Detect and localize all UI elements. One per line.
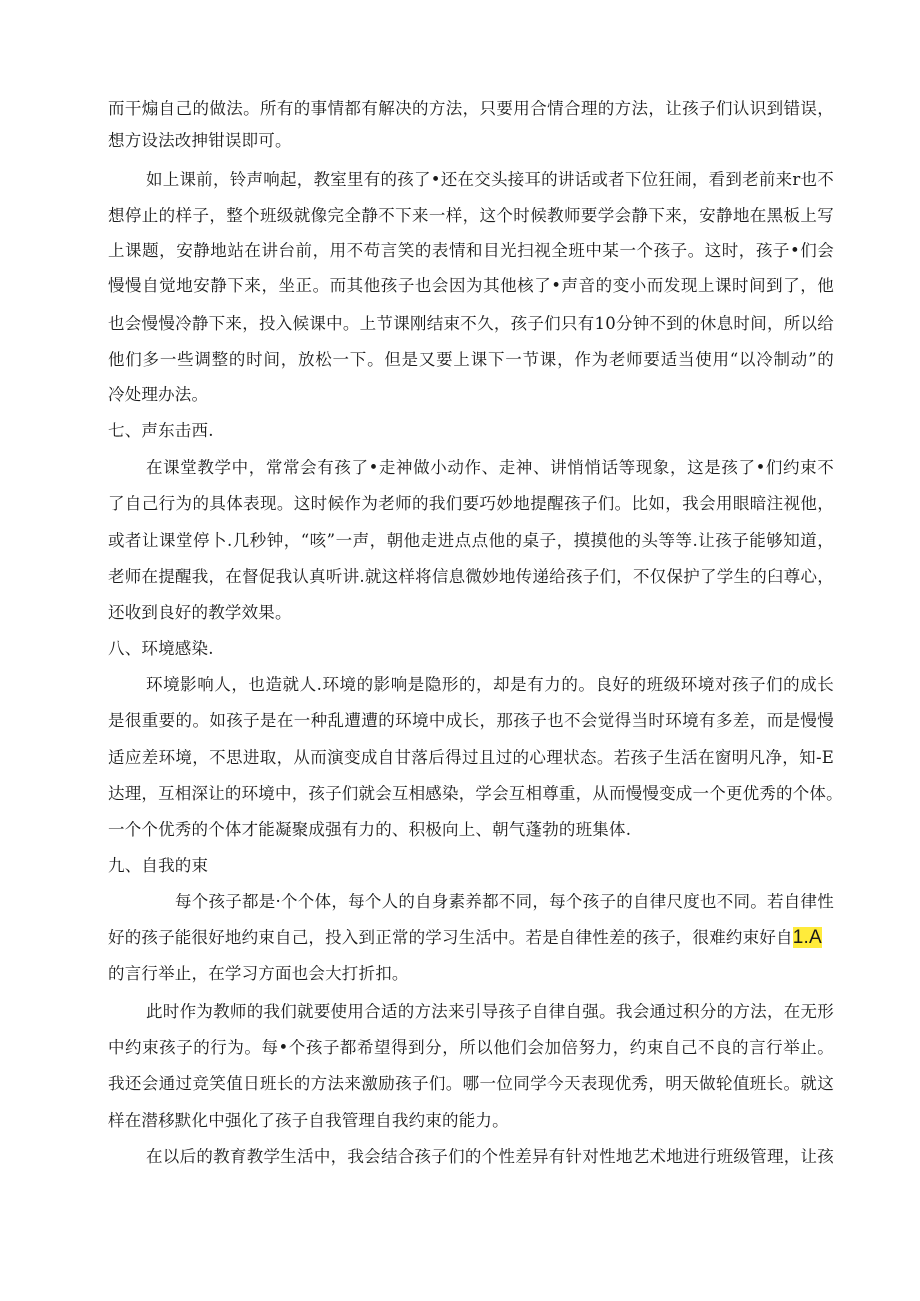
body-text-line: 想方设法改抻钳误即可。: [108, 131, 292, 150]
section-heading: 八、环境感染.: [108, 639, 214, 658]
body-text-line: 也会慢慢冷静下来，投入候课中。上节课刚结束不久，孩子们只有10分钟不到的休息时间，所以给: [108, 314, 834, 333]
section-heading: 九、自我的束: [108, 856, 209, 875]
body-text-line: 或者让课堂停卜.几秒钟，“咳”一声，朝他走进点点他的桌子，摸摸他的头等等.让孩子能够知道，: [108, 531, 834, 550]
body-text-line: 老师在提醒我，在督促我认真听讲.就这样将信息微妙地传递给孩子们，不仅保护了学生的臼尊心，: [108, 567, 834, 586]
paragraph-first-line: 在课堂教学中，常常会有孩了•走神做小动作、走神、讲悄悄话等现象，这是孩了•们约束不: [146, 458, 834, 477]
body-text-line: 他们多一些调整的时间，放松一下。但是又要上课下一节课，作为老师要适当使用“以冷制动”的: [108, 350, 834, 369]
body-text-line: 中约束孩子的行为。每•个孩子都希望得到分，所以他们会加倍努力，约束自己不良的言行举止。: [108, 1038, 834, 1057]
body-text-line: 的言行举止，在学习方面也会大打折扣。: [108, 964, 409, 983]
body-text-line: 达理，互相深让的环境中，孩子们就会互相感染，学会互相尊重，从而慢慢变成一个更优秀的个体。: [108, 784, 843, 803]
highlighted-text: 1.A: [792, 927, 822, 948]
section-heading: 七、声东击西.: [108, 421, 214, 440]
body-text-line: 慢慢自觉地安静下来，坐正。而其他孩子也会因为其他核了•声音的变小而发现上课时间到了，他: [108, 276, 834, 295]
paragraph-first-line: 环境影响人，也造就人.环境的影响是隐形的，却是有力的。良好的班级环境对孩子们的成长: [146, 675, 834, 694]
body-text-line: 一个个优秀的个体才能凝聚成强有力的、积极向上、朝气蓬勃的班集体.: [108, 820, 632, 839]
body-text-line: 了自己行为的具体表现。这时候作为老师的我们要巧妙地提醒孩子们。比如，我会用眼暗注视他，: [108, 494, 834, 513]
body-text-line: [108, 927, 822, 949]
body-text-line: 冷处理办法。: [108, 385, 209, 404]
paragraph-first-line: 在以后的教育教学生活中，我会结合孩子们的个性差异有针对性地艺术地进行班级管理，让孩: [146, 1147, 834, 1166]
body-text-line: 而干煽自己的做法。所有的事情都有解决的方法，只要用合情合理的方法，让孩子们认识到错误，: [108, 99, 834, 118]
body-text-segment: 好的孩子能很好地约束自己，投入到正常的学习生活中。若是自律性差的孩子，很难约束好自: [108, 928, 793, 947]
body-text-line: 还收到良好的教学效果。: [108, 603, 292, 622]
body-text-line: 是很重要的。如孩子是在一种乱遭遭的环境中成长，那孩子也不会觉得当时环境有多差，而是慢慢: [108, 711, 834, 730]
paragraph-first-line: 此时作为教师的我们就要使用合适的方法来引导孩子自律自强。我会通过积分的方法，在无形: [146, 1002, 834, 1021]
body-text-line: 适应差环境，不思进取，从而演变成自甘落后得过且过的心理状态。若孩子生活在窗明凡净，知-E: [108, 748, 834, 767]
body-text-line: 上课题，安静地站在讲台前，用不苟言笑的表情和目光扫视全班中某一个孩子。这时，孩子•们会: [108, 241, 834, 260]
body-text-line: 样在潜移默化中强化了孩子自我管理自我约束的能力。: [108, 1111, 509, 1130]
paragraph-first-line: 每个孩子都是·个个体，每个人的自身素养都不同，每个孩子的自律尺度也不同。若自律性: [175, 892, 834, 911]
body-text-line: 想停止的样子，整个班级就像完全静不下来一样，这个时候教师要学会静下来，安静地在黑板上写: [108, 206, 834, 225]
paragraph-first-line: 如上课前，铃声响起，教室里有的孩了•还在交头接耳的讲话或者下位狂闹，看到老前来r也不: [146, 170, 834, 189]
body-text-line: 我还会通过竞笑值日班长的方法来激励孩子们。哪一位同学今天表现优秀，明天做轮值班长。就这: [108, 1074, 834, 1093]
